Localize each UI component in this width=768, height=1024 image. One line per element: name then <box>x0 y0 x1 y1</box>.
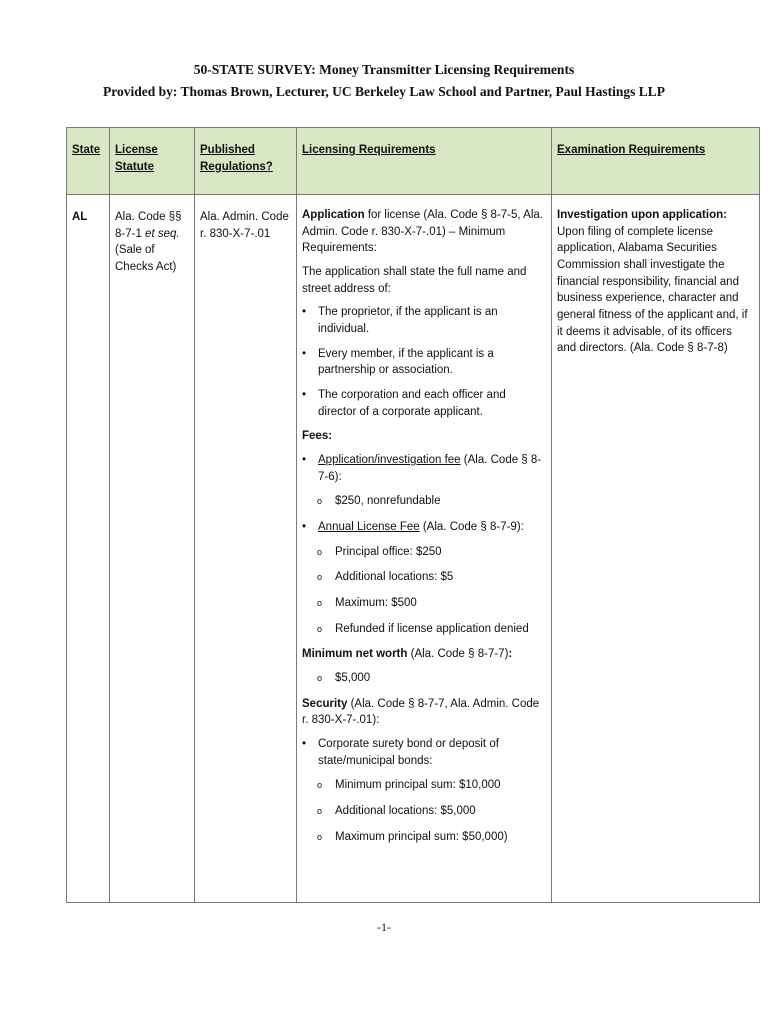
list-item: o Maximum principal sum: $50,000) <box>317 830 508 843</box>
application-list <box>302 304 545 420</box>
header-licensing-requirements: Licensing Requirements <box>297 128 552 195</box>
bullet-icon: • <box>302 347 307 360</box>
list-item: o Maximum: $500 <box>317 597 417 610</box>
circle-bullet-icon: o <box>317 572 323 583</box>
regulations-text: Ala. Admin. Code r. 830-X-7-.01 <box>200 211 289 240</box>
bullet-icon: • <box>302 454 307 467</box>
header-license-statute: License Statute <box>110 128 195 195</box>
cell-examination-requirements <box>552 195 760 903</box>
page-number: -1- <box>377 920 391 934</box>
circle-bullet-icon: o <box>317 831 323 842</box>
fees-list <box>302 452 545 637</box>
list-item: o Additional locations: $5 <box>317 571 454 584</box>
bullet-icon: • <box>302 738 307 751</box>
net-worth-heading: Minimum net worth (Ala. Code § 8-7-7): <box>302 648 513 661</box>
security-heading: Security (Ala. Code § 8-7-7, Ala. Admin. Code r. 830-X-7-.01): <box>302 697 540 727</box>
examination-text: Investigation upon application: Upon filing of complete license application, Alabama Securities Commission shall investigate the financial responsibility, financial and business experience, character and general fitness of the applicant and, if it deems it advisable, of its officers and directors. (Ala. Code § 8-7-8) <box>557 209 748 355</box>
cell-regulations <box>195 195 297 903</box>
list-item: • The corporation and each officer and director of a corporate applicant. <box>302 389 506 418</box>
application-intro: The application shall state the full name and street address of: <box>302 266 527 295</box>
document-title: 50-STATE SURVEY: Money Transmitter Licensing Requirements <box>193 62 575 77</box>
list-item: o Minimum principal sum: $10,000 <box>317 779 501 792</box>
cell-state <box>67 195 110 903</box>
table-row <box>67 195 760 903</box>
list-item: • Every member, if the applicant is a partnership or association. <box>302 347 494 377</box>
list-item: o $5,000 <box>317 672 371 685</box>
circle-bullet-icon: o <box>317 806 323 817</box>
net-worth-list <box>302 670 545 687</box>
bullet-icon: • <box>302 389 307 402</box>
application-paragraph: Application for license (Ala. Code § 8-7-5, Ala. Admin. Code r. 830-X-7-.01) – Minimum Requirements: <box>302 209 543 255</box>
table-header-row <box>67 128 760 195</box>
header-examination-requirements: Examination Requirements <box>552 128 760 195</box>
list-item: • Annual License Fee (Ala. Code § 8-7-9): <box>302 519 545 536</box>
list-item: • The proprietor, if the applicant is an individual. <box>302 306 498 336</box>
list-item: • Corporate surety bond or deposit of state/municipal bonds: <box>302 738 499 767</box>
cell-statute <box>110 195 195 903</box>
circle-bullet-icon: o <box>317 598 323 609</box>
cell-licensing-requirements <box>297 195 552 903</box>
fees-heading: Fees: <box>302 430 333 443</box>
list-item: o Refunded if license application denied <box>317 622 529 635</box>
list-item: o Principal office: $250 <box>317 545 442 558</box>
list-item: o Additional locations: $5,000 <box>317 805 476 818</box>
circle-bullet-icon: o <box>317 780 323 791</box>
survey-table <box>66 127 760 903</box>
circle-bullet-icon: o <box>317 496 323 507</box>
bullet-icon: • <box>302 306 307 319</box>
header-state: State <box>67 128 110 195</box>
security-list <box>302 736 545 845</box>
circle-bullet-icon: o <box>317 546 323 557</box>
list-item: • Application/investigation fee (Ala. Code § 8-7-6): <box>302 454 542 483</box>
bullet-icon: • <box>302 521 307 534</box>
state-code: AL <box>72 211 88 223</box>
header-published-regulations: Published Regulations? <box>195 128 297 195</box>
circle-bullet-icon: o <box>317 673 323 684</box>
circle-bullet-icon: o <box>317 623 323 634</box>
statute-text: Ala. Code §§ 8-7-1 et seq. (Sale of Checks Act) <box>115 211 182 274</box>
list-item: o $250, nonrefundable <box>317 495 441 508</box>
document-subtitle: Provided by: Thomas Brown, Lecturer, UC Berkeley Law School and Partner, Paul Hastings LLP <box>102 84 666 99</box>
